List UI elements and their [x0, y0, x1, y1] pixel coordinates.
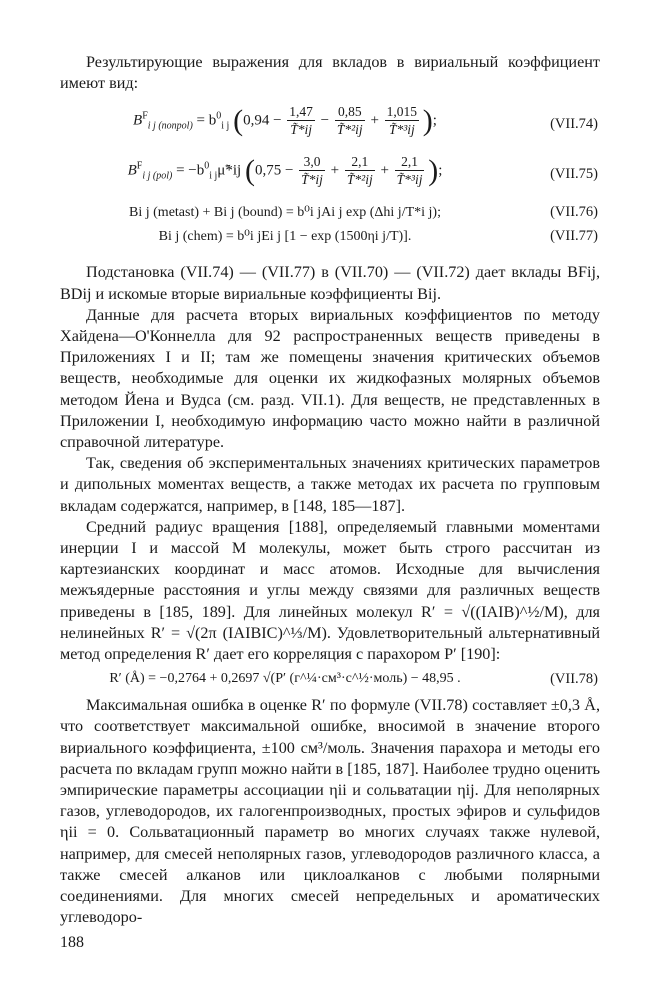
- equation-vii76: Bi j (metast) + Bi j (bound) = b⁰i jAi j exp (Δhi j/T*i j); (VII.76): [129, 204, 598, 221]
- equation-vii75: [60, 154, 600, 196]
- equation-vii75-number: (VII.75): [550, 166, 598, 183]
- paragraph-substitution: Подстановка (VII.74) — (VII.77) в (VII.70) — (VII.72) дает вклады BFij, BDij и искомые вторые вириальные коэффициенты Bij.: [60, 263, 600, 303]
- page-body: [60, 52, 600, 929]
- intro-text: Результирующие выражения для вкладов в вириальный коэффициент имеют вид:: [60, 53, 600, 93]
- equation-vii74-number: (VII.74): [550, 116, 598, 133]
- equation-vii75-body: $B^F_{i j (pol)}$ = $-b^0_{i j}\mũ*ij$ (0,75 − $\frac{3,0}{T̃*ij}$ + $\frac{2,1}{\text{T̃*²ij}}$ + $\frac{2,1}{\text{T̃*³ij}}$ );: [127, 154, 443, 188]
- equation-vii78: R′ (Å) = −0,2764 + 0,2697 √(P′ (г^¼·см³·с^½·моль) − 48,95 . (VII.78): [109, 671, 598, 688]
- equation-vii74-body: $B^F_{i j (nonpol)} = b^0_{i j}$ (0,94 − $\frac{1,47}{T̃*ij}$ − $\frac{0,85}{\text{T̃*²ij}}$ + $\frac{1,015}{\text{T̃*³ij}}$ );: [133, 104, 437, 138]
- page-number: 188: [60, 934, 84, 951]
- paragraph-error: Максимальная ошибка в оценке R′ по формуле (VII.78) составляет ±0,3 Å, что соответствует максимальной ошибке, вносимой в значение второго вириального коэффициента, ±100 см³/моль. Значения парахора и методы его расчета по вкладам групп можно найти в [185, 187]. Наиболее трудно оценить эмпирические параметры ассоциации ηii и сольватации ηij. Для неполярных газов, углеводородов, их галогенпроизводных, простых эфиров и сульфидов ηii = 0. Сольватационный параметр во многих случаях также нулевой, например, для смесей неполярных газов, углеводородов различного класса, а также смесей алканов или циклоалканов с любыми полярными соединениями. Для многих смесей непредельных и ароматических углеводоро-: [60, 696, 600, 927]
- equation-vii74: [60, 104, 600, 146]
- paragraph-radius: Средний радиус вращения [188], определяемый главными моментами инерции I и массой M молекулы, может быть строго рассчитан из картезианских координат и масс атомов. Исходные для вычисления межъядерные расстояния и углы между связями для различных веществ приведены в [185, 189]. Для линейных молекул R′ = √((IAIB)^½/M), для нелинейных R′ = √(2π (IAIBIC)^⅓/M). Удовлетворительный альтернативный метод определения R′ дает его корреляция с парахором P′ [190]:: [60, 517, 600, 664]
- equation-vii77: Bi j (chem) = b⁰i jEi j [1 − exp (1500ηi j/T)]. (VII.77): [158, 228, 598, 245]
- paragraph-critical: Так, сведения об экспериментальных значениях критических параметров и дипольных моментах веществ, а также методах их расчета по групповым вкладам содержатся, например, в [148, 185—187].: [60, 454, 600, 515]
- paragraph-data: Данные для расчета вторых вириальных коэффициентов по методу Хайдена—О'Коннелла для 92 распространенных веществ приведены в Приложениях I и II; там же помещены значения критических объемов веществ, необходимые для оценки их жидкофазных молярных объемов методом Йена и Вудса (см. разд. VII.1). Для веществ, не представленных в Приложении I, необходимую информацию часто можно найти в различной справочной литературе.: [60, 305, 600, 452]
